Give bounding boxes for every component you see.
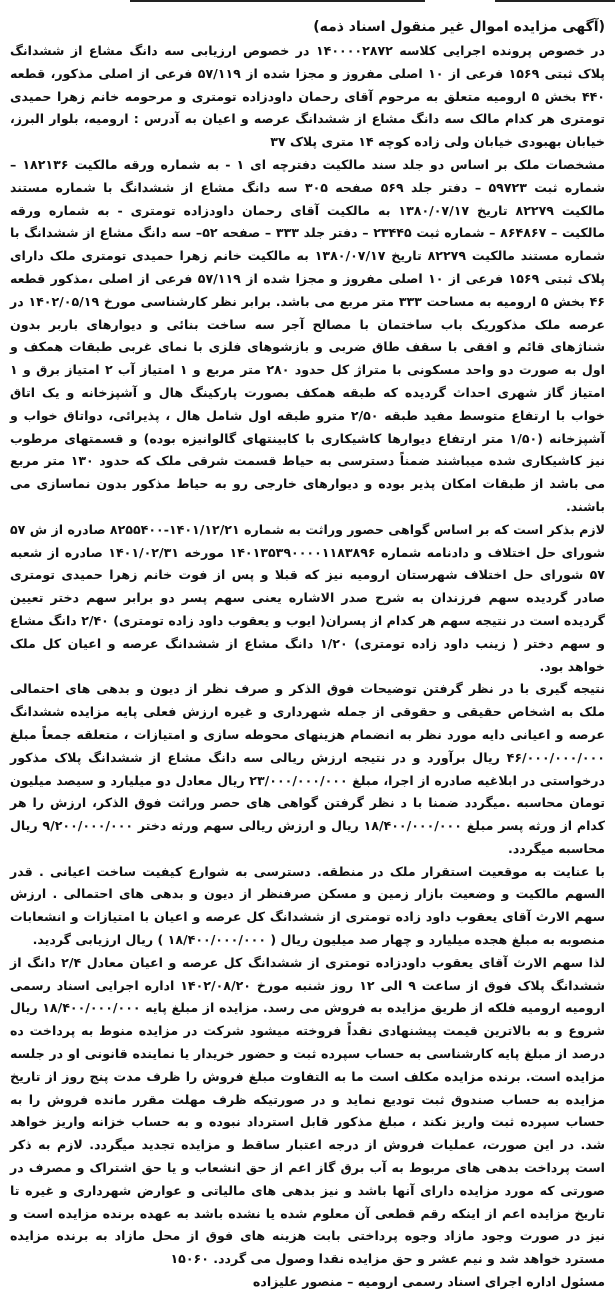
- valuation-conclusion-paragraph: نتیجه گیری با در نظر گرفتن توضیحات فوق الذکر و صرف نظر از دیون و بدهی های احتمالی ملک به اشخاص حقیقی و حقوقی از جمله شهرداری و غیره ارزش فعلی پایه مزایده ششدانگ عرصه و اعیانی دایه مورد نظر به انضمام هزینهای محوطه سازی و امتیازات ، متعلقه جمعاً مبلغ ۴۶/۰۰۰/۰۰۰/۰۰۰ ریال برآورد و در نتیجه ارزش ریالی سه دانگ مشاع از ششدانگ پلاک مذکور درخواستی در ابلاغیه صادره از اجرا، مبلغ ۲۳/۰۰۰/۰۰۰/۰۰۰ ریال معادل دو میلیارد و سیصد میلیون تومان محاسبه .میگردد ضمنا با د نظر گرفتن گواهی های حصر وراثت فوق الذکر، ارزش را هر کدام از ورثه پسر مبلغ ۱۸/۴۰۰/۰۰۰/۰۰۰ ریال و ارزش ریالی سهم ورثه دختر ۹/۲۰۰/۰۰۰/۰۰۰ ریال محاسبه میگردد.: [10, 681, 605, 856]
- property-specifications-paragraph: مشخصات ملک بر اساس دو جلد سند مالکیت دفترچه ای ۱ - به شماره ورقه مالکیت ۱۸۲۱۳۶ – شماره ثبت ۵۹۷۲۳ – دفتر جلد ۵۶۹ صفحه ۳۰۵ سه دانگ مشاع از ششدانگ با شماره مستند مالکیت ۸۲۲۷۹ تاریخ ۱۳۸۰/۰۷/۱۷ به مالکیت آقای رحمان داودزاده تومتری - به شماره ورقه مالکیت – ۸۶۴۸۶۷ – شماره ثبت ۲۳۴۴۵ – دفتر جلد ۳۳۳ – صفحه ۵۲– سه دانگ مشاع از ششدانگ با شماره مستند مالکیت ۸۲۲۷۹ تاریخ ۱۳۸۰/۰۷/۱۷ به مالکیت خانم زهرا حمیدی تومتری ملک دارای پلاک ثبتی ۱۵۶۹ فرعی از ۱۰ اصلی مفروز و مجزا شده از ۵۷/۱۱۹ فرعی از اصلی ،مذکور قطعه ۴۶ بخش ۵ ارومیه به مساحت ۳۳۳ متر مربع می باشد. برابر نظر کارشناسی مورخ ۱۴۰۲/۰۵/۱۹ در عرصه ملک مذکوریک باب ساختمان با مصالح آجر سه ساخت بنائی و دیوارهای باربر بدون شناژهای قائم و افقی با سقف طاق ضربی و بازشوهای فلزی با نمای غربی طبقات همکف و اول به صورت دو واحد مسکونی با متراژ کل حدود ۲۸۰ متر مربع و ۱ امتیاز آب ۲ امتیاز برق و ۱ امتیاز گاز شهری احداث گردیده که طبقه همکف بصورت پارکینگ هال و آشپزخانه و یک اتاق خواب با ارتفاع متوسط مفید طبقه ۲/۵۰ مترو طبقه اول شامل هال ، پذیرائی، دواتاق خواب و آشپزخانه (۱/۵۰ متر ارتفاع دیوارها کاشیکاری با کابینتهای گالوانیزه بوده) و قسمتهای مرطوب نیز کاشیکاری شده میباشند ضمناً دسترسی به حیاط قسمت شرقی ملک که حدود ۱۳۰ متر مربع می باشد از طبقات امکان پذیر بوده و دیوارهای خارجی رو به حیاط مذکور بدون نماسازی می باشند.: [10, 156, 606, 514]
- inheritance-paragraph: لازم بذکر است که بر اساس گواهی حصور وراثت به شماره ۱۴۰۱/۱۲/۲۱-۸۲۵۵۴۰۰ صادره از ش ۵۷ شورای حل اختلاف و دادنامه شماره ۱۴۰۱۳۵۳۹۰۰۰۰۱۱۸۳۸۹۶ مورخه ۱۴۰۱/۰۲/۳۱ صادره از شعبه ۵۷ شورای حل اختلاف شهرستان ارومیه نیز که قبلا و پس از فوت خانم زهرا حمیدی تومتری صادر گردیده سهم فرزندان به شرح صدر الاشاره یعنی سهم پسر دو برابر سهم دختر تعیین گردیده است در نتیجه سهم هر کدام از پسران( ایوب و یعقوب داود زاده تومتری) ۲/۴۰ دانگ مشاع و سهم دختر ( زینب داود زاده تومتری) ۱/۲۰ دانگ مشاع از ششدانگ عرصه و اعیان کل ملک خواهد بود.: [10, 521, 606, 674]
- signature-line: مسئول اداره اجرای اسناد رسمی ارومیه – منصور علیزاده: [252, 1274, 605, 1290]
- auction-terms-paragraph: لذا سهم الارث آقای یعقوب داودزاده تومتری از ششدانگ کل عرصه و اعیان معادل ۲/۴ دانگ از ششدانگ پلاک فوق از ساعت ۹ الی ۱۲ روز شنبه مورخ ۱۴۰۲/۰۸/۲۰ اداره اجرایی اسناد رسمی ارومیه ارومیه فلکه از طریق مزایده به فروش می رسد. مزایده از مبلغ پایه ۱۸/۴۰۰/۰۰۰/۰۰۰ ریال شروع و به بالاترین قیمت پیشنهادی نقداً فروخته میشود شرکت در مزایده منوط به پرداخت ده درصد از مبلغ پایه کارشناسی به حساب سپرده ثبت و حضور خریدار یا نماینده قانونی او در جلسه مزایده است. برنده مزایده مکلف است ما به التفاوت مبلغ فروش را ظرف مدت پنج روز از تاریخ مزایده به حساب صندوق ثبت تودیع نماید و در صورتیکه ظرف مهلت مقرر مانده فروش را به حساب سپرده ثبت واریز نکند ، مبلغ مذکور قابل استرداد نبوده و به حساب خزانه واریز خواهد شد. در این صورت، عملیات فروش از درجه اعتبار ساقط و مزایده تجدید میگردد. لازم به ذکر است پرداخت بدهی های مربوط به آب برق گاز اعم از حق انشعاب و یا حق اشتراک و مصرف در صورتی که مورد مزایده دارای آنها باشد و نیز بدهی های مالیاتی و عوارض شهرداری و غیره تا تاریخ مزایده اعم از اینکه رقم قطعی آن معلوم شده یا نشده باشد به عهده برنده مزایده است و نیز در صورت وجود مازاد وجوه پرداختی بابت هزینه های فوق از محل مازاد به برنده مزایده مسترد خواهد شد و نیم عشر و حق مزایده نقدا وصول می گردد. ۱۵۰۶۰: [10, 954, 605, 1267]
- top-border-line-right: [495, 0, 615, 2]
- case-description-paragraph: در خصوص پرونده اجرایی کلاسه ۱۴۰۰۰۰۲۸۷۲ در خصوص ارزیابی سه دانگ مشاع از ششدانگ پلاک ثبتی ۱۵۶۹ فرعی از ۱۰ اصلی مفروز و مجزا شده از ۵۷/۱۱۹ فرعی از اصلی مذکور، قطعه ۴۴۰ بخش ۵ ارومیه متعلق به مرحوم آقای رحمان داودزاده تومتری و مرحومه خانم زهرا حمیدی تومتری هر کدام مالک سه دانگ مشاع از ششدانگ عرصه و اعیان به آدرس : ارومیه، بلوار البرز، خیابان بهبودی خیابان ولی زاده کوچه ۱۴ متری پلاک ۳۷: [10, 43, 605, 150]
- notice-title: (آگهی مزایده اموال غیر منقول اسناد ذمه): [313, 19, 605, 35]
- share-valuation-paragraph: با عنایت به موقعیت استقرار ملک در منطقه. دسترسی به شوارع کیفیت ساخت اعیانی . قدر السهم مالکیت و وضعیت بازار زمین و مسکن صرفنظر از دیون و بدهی های احتمالی . ارزش سهم الارث آقای یعقوب داود زاده تومتری از ششدانگ کل عرصه و اعیان با امتیازات و انشعابات منصوبه به مبلغ هجده میلیارد و چهار صد میلیون ریال ( ۱۸/۴۰۰/۰۰۰/۰۰۰ ) ریال ارزیابی گردید.: [10, 863, 605, 948]
- top-border-line: [130, 0, 425, 2]
